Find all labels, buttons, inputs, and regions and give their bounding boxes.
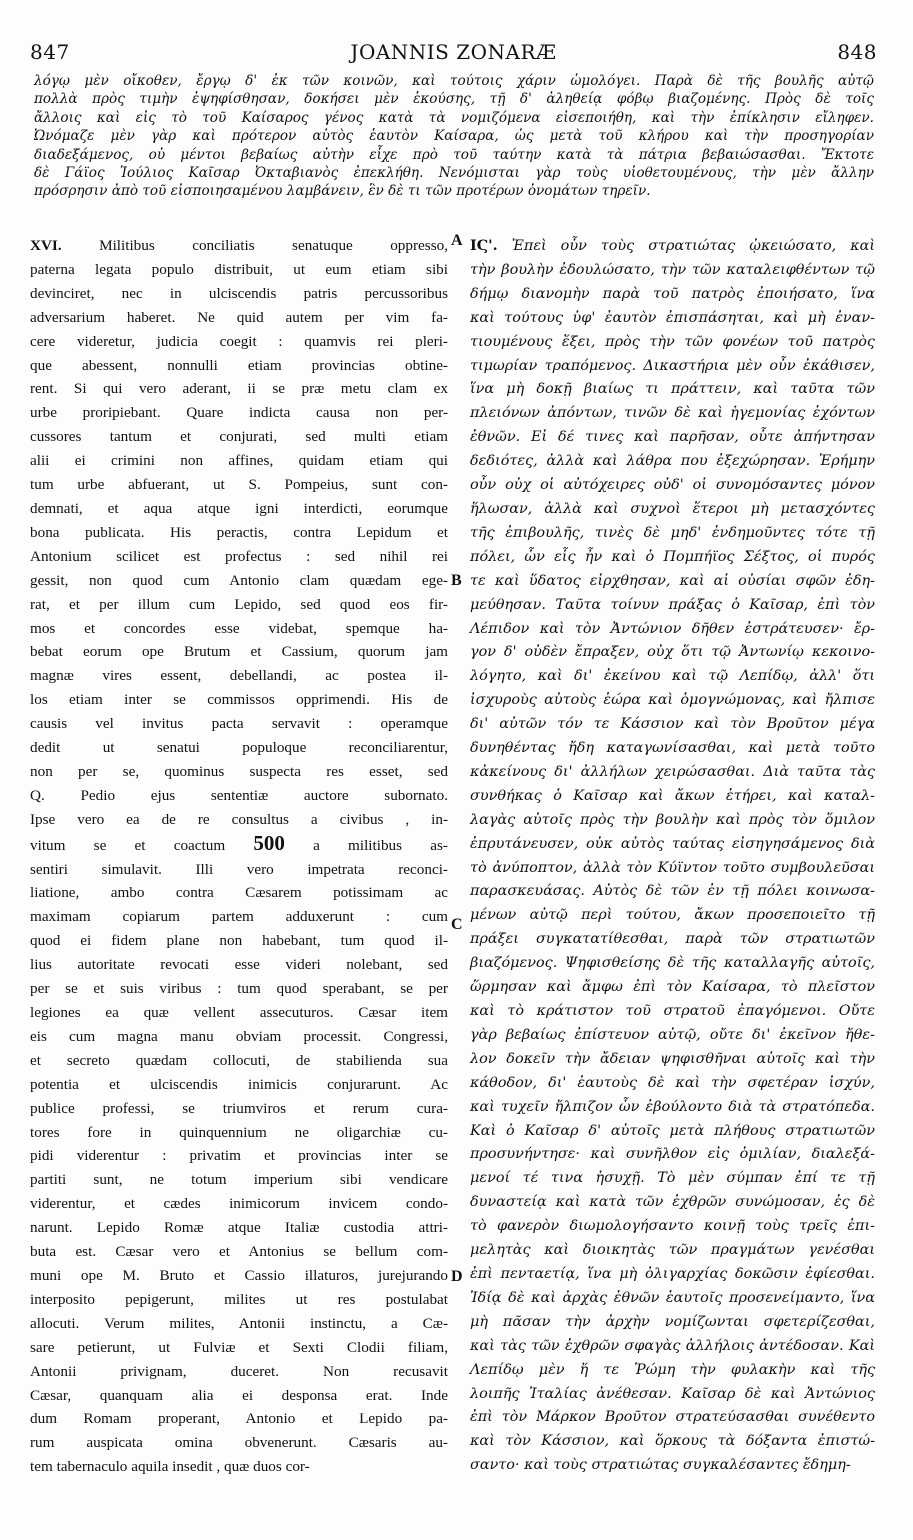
- line-text: καὶ τὰς τῶν ἐχθρῶν σφαγὰς ἀλλήλοις ἀντέδοσαν. Καὶ: [470, 1337, 875, 1354]
- text-line: [470, 283, 875, 307]
- text-line: [30, 688, 448, 712]
- line-text: sentiri simulavit. Illi vero impetrata reconci-: [30, 860, 448, 878]
- line-text: μὴ πᾶσαν τὴν ἀρχὴν νομίζωνται σφετερίζεσθαι,: [470, 1313, 875, 1330]
- margin-marker-b: B: [451, 572, 462, 589]
- text-line: [30, 545, 448, 569]
- text-line: [30, 1192, 448, 1216]
- line-text: πλειόνων ἀπόντων, τινῶν δὲ καὶ ἡγεμονίας ἐχόντων: [470, 405, 875, 422]
- text-line: [470, 307, 875, 331]
- line-text: alii ei crimini non affines, quidam etiam qui: [30, 452, 448, 470]
- text-line: [30, 1144, 448, 1168]
- text-line: [30, 760, 448, 784]
- text-line: [30, 808, 448, 832]
- line-text: paterna legata populo distribuit, ut eum etiam sibi: [30, 260, 448, 278]
- line-text: τιουμένους ἕξει, πρὸς τὴν τῶν φονέων τοῦ πατρὸς: [470, 333, 875, 350]
- text-line: [470, 1383, 875, 1407]
- text-line: πολλὰ πρὸς τιμὴν ἐψηφίσθησαν, δοκήσει μὲν ἑκούσης, τῇ δ' ἀληθείᾳ φόβῳ βιαζομένης. Πρὸς δὲ τοῖς: [34, 91, 874, 108]
- text-line: [470, 928, 875, 952]
- text-line: [30, 1097, 448, 1121]
- line-text: maximam copiarum partem adduxerunt : cum: [30, 908, 448, 926]
- line-text: viderentur, et cædes inimicorum invicem condo-: [30, 1195, 448, 1213]
- text-line: [470, 689, 875, 713]
- text-line: [470, 785, 875, 809]
- line-text: partiti sunt, ne totum imperium sibi vendicare: [30, 1171, 448, 1189]
- text-line: [470, 1024, 875, 1048]
- text-line: [30, 1121, 448, 1145]
- text-line: [30, 1384, 448, 1408]
- line-text: ἐπὶ τὸν Μάρκον Βροῦτον στρατεύσασθαι συνέθεντο: [470, 1409, 875, 1426]
- line-text: τε καὶ ὕδατος εἰρχθησαν, καὶ αἱ οὐσίαι σφῶν ἐδη-: [470, 572, 875, 589]
- text-line: Ὠνόμαζε μὲν γὰρ καὶ πρότερον αὑτὸς ἑαυτὸν Καίσαρα, ὡς μετὰ τοῦ κλήρου καὶ τὴν προσηγορίαν: [34, 128, 874, 145]
- text-line: [470, 618, 875, 642]
- text-line: [470, 522, 875, 546]
- line-text: ὥρμησαν καὶ ἄμφω ἐπὶ τὸν Καίσαρα, τὸ πλεῖστον: [470, 979, 875, 996]
- chapter-number: ΙϚ'.: [470, 237, 498, 254]
- text-line: [30, 306, 448, 330]
- line-text: ἐπρυτάνευσεν, οὐκ αὐτὸς ταύτας εἰσηγησάμενος διὰ: [470, 835, 875, 852]
- line-text: ἵνα μὴ δοκῇ βιαίως τι πράττειν, καὶ ταῦτα τῶν: [470, 381, 875, 398]
- text-line: [30, 1264, 448, 1288]
- text-line: [30, 1407, 448, 1431]
- line-text: tores fore in quinquennium ne oligarchiæ cu-: [30, 1123, 448, 1141]
- line-text: βιαζόμενος. Ψηφισθείσης δὲ τῆς καταλλαγῆς αὐτοῖς,: [470, 955, 875, 972]
- line-text: non per se, quominus suspecta res esset, sed: [30, 762, 448, 780]
- text-line: [470, 1335, 875, 1359]
- text-line: [470, 857, 875, 881]
- text-line: [30, 832, 448, 858]
- line-text: ἰσχυροὺς αὐτοὺς ἑώρα καὶ ὁμογνώμονας, καὶ ἤλπισε: [470, 692, 875, 709]
- text-line: [30, 858, 448, 882]
- line-text: lius autoritate revocati esse videri nolebant, sed: [30, 956, 448, 974]
- line-text: γον δ' οὐδὲν ἔπραξεν, οὐχ ὅτι τῷ Ἀντωνίῳ κεκοινο-: [470, 644, 875, 661]
- line-text: bebat eorum ope Brutum et Cassium, quorum jam: [30, 643, 448, 661]
- line-text: καὶ τὸ κράτιστον τοῦ στρατοῦ ἐπαγόμενοι. Οὔτε: [470, 1003, 875, 1019]
- text-line: [30, 1025, 448, 1049]
- chapter-number: XVI.: [30, 237, 62, 254]
- original-page-number: 500: [253, 830, 285, 855]
- text-line: [30, 497, 448, 521]
- line-text: demnati, et aqua atque igni interdicti, eorumque: [30, 499, 448, 517]
- text-line: [30, 881, 448, 905]
- line-text: buta est. Cæsar vero et Antonius se bellum com-: [30, 1243, 448, 1261]
- line-text: ἥλωσαν, ἀλλὰ καὶ συχνοὶ ἕτεροι μὴ μετασχόντες: [470, 500, 875, 517]
- text-line: [470, 355, 875, 379]
- text-line: [30, 1216, 448, 1240]
- line-text: ἐθνῶν. Εἰ δέ τινες καὶ παρῆσαν, οὗτε ἀπήντησαν: [470, 429, 875, 446]
- line-text: eis cum magna manu obviam processit. Congressi,: [30, 1027, 448, 1045]
- line-text: dedit ut senatui populoque reconciliarentur,: [30, 739, 448, 757]
- line-text: quod ei fidem plane non habebant, tum quod il-: [30, 932, 448, 950]
- text-line: [470, 402, 875, 426]
- text-line: διαδεξάμενος, οὐ μέντοι βεβαίως αὐτὴν εἶχε πρὸ τοῦ ταύτην κατὰ τὰ πάτρια βεβαιώσασθαι. Ἔκτοτε: [34, 146, 874, 163]
- line-text: rat, et per illum cum Lepido, sed quod eos fir-: [30, 595, 448, 613]
- text-line: [30, 1360, 448, 1384]
- text-line: [30, 617, 448, 641]
- line-text: rum auspicata omina obvenerunt. Cæsaris au-: [30, 1434, 448, 1452]
- text-line: [470, 331, 875, 355]
- line-text: legiones ea quæ vellent assecuturos. Cæsar item: [30, 1004, 448, 1021]
- line-text: συνθήκας ὁ Καῖσαρ καὶ ἄκων ἐτήρει, καὶ καταλ-: [470, 787, 875, 804]
- line-text: γὰρ βεβαίως ἐπίστευον αὐτῷ, οὔτε δι' ἐκεῖνον ἤθε-: [470, 1026, 875, 1043]
- line-text: tum urbe abfuerant, ut S. Pompeius, sunt con-: [30, 476, 448, 494]
- text-line: [30, 1336, 448, 1360]
- text-line: [470, 833, 875, 857]
- line-text: δι' αὐτῶν τόν τε Κάσσιον καὶ τὸν Βροῦτον μέγα: [470, 716, 875, 733]
- text-line: [30, 1168, 448, 1192]
- line-text: κάθοδον, δι' ἑαυτοὺς δὲ καὶ τὴν σφετέραν ἰσχύν,: [470, 1074, 875, 1091]
- line-text: Antonii privignam, duceret. Non recusavit: [30, 1362, 448, 1380]
- line-text: narunt. Lepido Romæ atque Italiæ custodia attri-: [30, 1219, 448, 1237]
- top-greek-paragraph: [34, 72, 874, 201]
- line-text: Λεπίδῳ μὲν ἥ τε Ῥώμη τὴν φυλακὴν καὶ τῆς: [470, 1361, 875, 1378]
- line-text: Ἐπεὶ οὖν τοὺς στρατιώτας ᾠκειώσατο, καὶ: [497, 238, 875, 254]
- text-line: [470, 1359, 875, 1383]
- line-text: mos et concordes esse videbat, spemque ha-: [30, 619, 448, 637]
- line-text: προσυνήντησε· καὶ συνῆλθον εἰς ὁμιλίαν, διαλεξά-: [470, 1146, 875, 1163]
- line-text: muni ope M. Bruto et Cassio illaturos, jurejurando: [30, 1266, 448, 1284]
- line-text: et secreto quædam collocuti, de stabilienda sua: [30, 1051, 448, 1069]
- page-number-left: 847: [30, 40, 70, 64]
- text-line: [470, 1000, 875, 1024]
- text-line: [30, 593, 448, 617]
- text-line: [30, 449, 448, 473]
- text-line: [30, 473, 448, 497]
- line-text: μεύθησαν. Ταῦτα τοίνυν πράξας ὁ Καῖσαρ, ἐπὶ τὸν: [470, 596, 875, 613]
- line-text: dum Romam properant, Antonio et Lepido pa-: [30, 1410, 448, 1428]
- text-line: [470, 737, 875, 761]
- line-text: τὴν βουλὴν ἐδουλώσατο, τὴν τῶν καταλειφθέντων τῷ: [470, 261, 875, 278]
- text-line: [30, 1455, 448, 1479]
- text-line: [30, 977, 448, 1001]
- line-text: οὖν οὐχ οἱ αὐτόχειρες οὐδ' οἱ συνομόσαντες μόνον: [470, 477, 875, 494]
- text-line: [470, 1263, 875, 1287]
- line-text: adversarium haberet. Ne quid autem per vim fa-: [30, 308, 448, 326]
- line-text: καὶ τὸν Κάσσιον, καὶ ὅρκους τὰ δόξαντα ἐπιστώ-: [470, 1433, 875, 1450]
- line-text: Militibus conciliatis senatuque oppresso,: [61, 237, 448, 254]
- text-line: [30, 258, 448, 282]
- text-line: [470, 426, 875, 450]
- text-line: [470, 234, 875, 259]
- text-line: [470, 594, 875, 618]
- line-text: allocuti. Verum milites, Antonii instinctu, a Cæ-: [30, 1314, 448, 1332]
- line-text: μελητὰς καὶ διοικητὰς τῶν πραγμάτων γενέσθαι: [470, 1242, 875, 1259]
- line-text: τὸ φανερὸν διωμολογήσαντο κοινῇ τοὺς τρεῖς ἐπι-: [470, 1218, 875, 1235]
- line-text: Λέπιδον καὶ τὸν Ἀντώνιον δῆθεν ἐστράτευσεν· ἔρ-: [470, 620, 875, 637]
- line-text: δήμῳ διανομὴν παρὰ τοῦ πατρὸς ἐποιήσατο, ἵνα: [470, 285, 875, 302]
- text-line: [470, 1167, 875, 1191]
- text-line: [470, 641, 875, 665]
- line-text: tem tabernaculo aquila insedit , quæ duos cor-: [30, 1458, 310, 1476]
- page-header: [30, 40, 877, 64]
- text-line: [470, 378, 875, 402]
- line-text: μένων αὐτῷ περὶ τούτου, ἄκων προσεποιεῖτο τῇ: [470, 907, 875, 924]
- margin-marker-a: A: [451, 232, 463, 249]
- greek-column: [470, 234, 875, 1478]
- text-line: [30, 354, 448, 378]
- latin-column: [30, 234, 448, 1479]
- line-text: Ipse vero ea de re consultus a civibus , in-: [30, 810, 448, 828]
- line-text: potentia et ulciscendis inimicis conjurarunt. Ac: [30, 1075, 448, 1093]
- line-text: los etiam inter se commissos opprimendi. His de: [30, 691, 448, 709]
- text-line: [30, 330, 448, 354]
- text-line: [470, 450, 875, 474]
- line-text: τῆς ἐπιβουλῆς, τινὲς δὲ μηδ' ἐνδημοῦντες τότε τῇ: [470, 524, 875, 541]
- text-line: [30, 1312, 448, 1336]
- line-text: Antonium scilicet est profectus : sed nihil rei: [30, 547, 448, 565]
- text-line: [470, 1239, 875, 1263]
- line-text: gessit, non quod cum Antonio clam quædam ege-: [30, 571, 448, 589]
- line-text: λοιπῆς Ἰταλίας ἀνέθεσαν. Καῖσαρ δὲ καὶ Ἀντώνιος: [470, 1385, 875, 1402]
- line-text: τιμωρίαν τραπόμενος. Δικαστήρια μὲν οὖν ἐκάθισεν,: [470, 357, 875, 374]
- text-line: [470, 880, 875, 904]
- text-line: [470, 546, 875, 570]
- text-line: [470, 259, 875, 283]
- text-line: [30, 905, 448, 929]
- line-text: παρασκευάσας. Αὐτὸς δὲ τῶν ἐν τῇ πόλει κοινωσα-: [470, 883, 875, 900]
- text-line: [30, 425, 448, 449]
- margin-marker-d: D: [451, 1268, 463, 1285]
- text-line: [30, 401, 448, 425]
- text-line: [470, 904, 875, 928]
- text-line: [470, 1287, 875, 1311]
- line-text: λαγὰς αὐτοῖς πρὸς τὴν βουλὴν καὶ πρὸς τὸν ὅμιλον: [470, 811, 875, 828]
- text-line: [30, 736, 448, 760]
- line-text: δυναστείᾳ καὶ κατὰ τῶν ἐχθρῶν συνώμοσαν, ἐς δὲ: [470, 1194, 875, 1211]
- line-text: que abessent, nonnulli etiam provincias obtine-: [30, 356, 448, 374]
- text-line: [470, 1454, 875, 1478]
- text-line: [470, 1143, 875, 1167]
- text-line: [470, 1120, 875, 1144]
- text-line: [30, 1001, 448, 1025]
- text-line: [470, 809, 875, 833]
- line-text: urbe proripiebant. Quare indicta causa non per-: [30, 404, 448, 422]
- text-line: λόγῳ μὲν οἴκοθεν, ἔργῳ δ' ἐκ τῶν κοινῶν, καὶ τούτοις χάριν ὡμολόγει. Παρὰ δὲ τῆς βουλῆς αὐτῷ: [34, 73, 874, 89]
- line-text: ἐπὶ πενταετίᾳ, ἵνα μὴ ὀλιγαρχίας δοκῶσιν ἐφίεσθαι.: [470, 1265, 875, 1282]
- text-line: [470, 570, 875, 594]
- line-text: per se et suis viribus : tum quod sperabant, se per: [30, 980, 448, 998]
- line-text: Q. Pedio ejus sententiæ auctore subornato.: [30, 786, 448, 804]
- text-line: [30, 712, 448, 736]
- line-text: δεδιότες, ἀλλὰ καὶ λάθρα που ἐξεχώρησαν. Ἐρήμην: [470, 453, 875, 470]
- line-text: κἀκείνους δι' ἀλλήλων χειρώσασθαι. Διὰ ταῦτα τὰς: [470, 763, 875, 780]
- running-title: JOANNIS ZONARÆ: [350, 40, 557, 64]
- line-text: devinciret, nec in ulciscendis patris percussoribus: [30, 284, 448, 302]
- text-line: [470, 474, 875, 498]
- text-line: [470, 1215, 875, 1239]
- line-text: bona publicata. His peractis, contra Lepidum et: [30, 523, 448, 541]
- line-text: πόλει, ὧν εἷς ἦν καὶ ὁ Πομπήϊος Σέξτος, οἱ πυρός: [470, 548, 875, 565]
- line-text: cere videretur, judicia coegit : quamvis rei pleri-: [30, 332, 448, 350]
- text-line: [30, 784, 448, 808]
- page-number-right: 848: [837, 40, 877, 64]
- line-text: sare petierunt, ut Fulviæ et Sexti Clodii filiam,: [30, 1338, 448, 1356]
- line-text: liatione, ambo contra Cæsarem potissimam ac: [30, 884, 448, 902]
- text-line: [470, 761, 875, 785]
- text-line: δὲ Γάϊος Ἰούλιος Καῖσαρ Ὀκταβιανὸς ἐπεκλήθη. Νενόμισται γὰρ τοὺς υἱοθετουμένους, τὴν μὲν ἄλλην: [34, 165, 874, 182]
- line-text: μενοί τέ τινα ἡσυχῇ. Τὸ μὲν σύμπαν ἐπί τε τῇ: [470, 1170, 875, 1187]
- text-line: ἄλλοις καὶ εἰς τὸ τοῦ Καίσαρος γένος κατὰ τὰ νομιζόμενα εἰσεποιήθη, καὶ τὴν ἐπίκλησιν εἴληφεν.: [34, 109, 874, 126]
- text-line: [470, 1430, 875, 1454]
- text-line: [30, 282, 448, 306]
- text-line: [30, 377, 448, 401]
- line-text: καὶ τούτους ὑφ' ἑαυτὸν ἐπισπάσηται, καὶ μὴ ἐναν-: [470, 309, 875, 326]
- line-text: pidi viderentur : privatim et provincias inter se: [30, 1147, 448, 1165]
- line-text: Ἰδίᾳ δὲ καὶ ἀρχὰς ἐθνῶν ἑαυτοῖς προσενείμαντο, ἵνα: [470, 1289, 875, 1306]
- text-line: [30, 1431, 448, 1455]
- text-line: [30, 1240, 448, 1264]
- line-text: vitum se et coactum: [30, 836, 254, 854]
- text-line: [470, 1406, 875, 1430]
- margin-marker-c: C: [451, 916, 463, 933]
- line-text: interposito pepigerunt, milites ut res postulabat: [30, 1290, 448, 1308]
- line-text: καὶ τυχεῖν ἤλπιζον ὧν ἐβούλοντο διὰ τὰ στρατόπεδα.: [470, 1098, 875, 1115]
- line-text: λον δοκεῖν τὴν ἄδειαν ψηφισθῆναι αὐτοῖς καὶ τὴν: [470, 1050, 875, 1067]
- line-text: a militibus as-: [284, 836, 448, 854]
- line-text: rent. Si qui vero aderant, ii se præ metu clam ex: [30, 380, 448, 398]
- line-text: publice professi, se triumviros et rerum cura-: [30, 1099, 448, 1117]
- text-line: [30, 234, 448, 258]
- line-text: σαντο· καὶ τοὺς στρατιώτας συγκαλέσαντες ἔδημη-: [470, 1457, 851, 1474]
- text-line: [470, 498, 875, 522]
- text-line: [470, 1072, 875, 1096]
- line-text: Cæsar, quanquam alia ei desponsa erat. Inde: [30, 1386, 448, 1404]
- line-text: Καὶ ὁ Καῖσαρ δ' αὐτοῖς μετὰ πλήθους στρατιωτῶν: [470, 1122, 875, 1139]
- text-line: [470, 1096, 875, 1120]
- text-line: [30, 953, 448, 977]
- text-line: [30, 1049, 448, 1073]
- line-text: cussores tantum et conjurati, sed multi etiam: [30, 428, 448, 446]
- line-text: τὸ ἀνύποπτον, ἀλλὰ τὸν Κύϊντον τοῦτο συμβουλεῦσαι: [470, 859, 875, 876]
- text-line: [470, 713, 875, 737]
- text-line: [470, 1311, 875, 1335]
- text-line: [470, 665, 875, 689]
- text-line: [470, 976, 875, 1000]
- text-line: πρόσρησιν ἀπὸ τοῦ εἰσποιησαμένου λαμβάνειν, ἓν δὲ τι τῶν προτέρων ὀνομάτων τηρεῖν.: [34, 183, 651, 200]
- text-line: [470, 1191, 875, 1215]
- text-line: [30, 569, 448, 593]
- line-text: magnæ vires essent, debellandi, ac postea il-: [30, 667, 448, 685]
- text-line: [30, 640, 448, 664]
- text-line: [470, 952, 875, 976]
- line-text: δυνηθέντας ἤδη καταγωνίσασθαι, καὶ μετὰ τοῦτο: [470, 740, 875, 757]
- line-text: causis vel invitus pacta servavit : operamque: [30, 715, 448, 733]
- line-text: λόγητο, καὶ δι' ἐκείνου καὶ τῷ Λεπίδῳ, ἀλλ' ὅτι: [470, 668, 875, 685]
- text-line: [30, 929, 448, 953]
- line-text: πράξει συγκατατίθεσθαι, παρὰ τῶν στρατιωτῶν: [470, 931, 875, 948]
- text-line: [30, 664, 448, 688]
- text-line: [470, 1048, 875, 1072]
- text-line: [30, 521, 448, 545]
- text-line: [30, 1073, 448, 1097]
- text-line: [30, 1288, 448, 1312]
